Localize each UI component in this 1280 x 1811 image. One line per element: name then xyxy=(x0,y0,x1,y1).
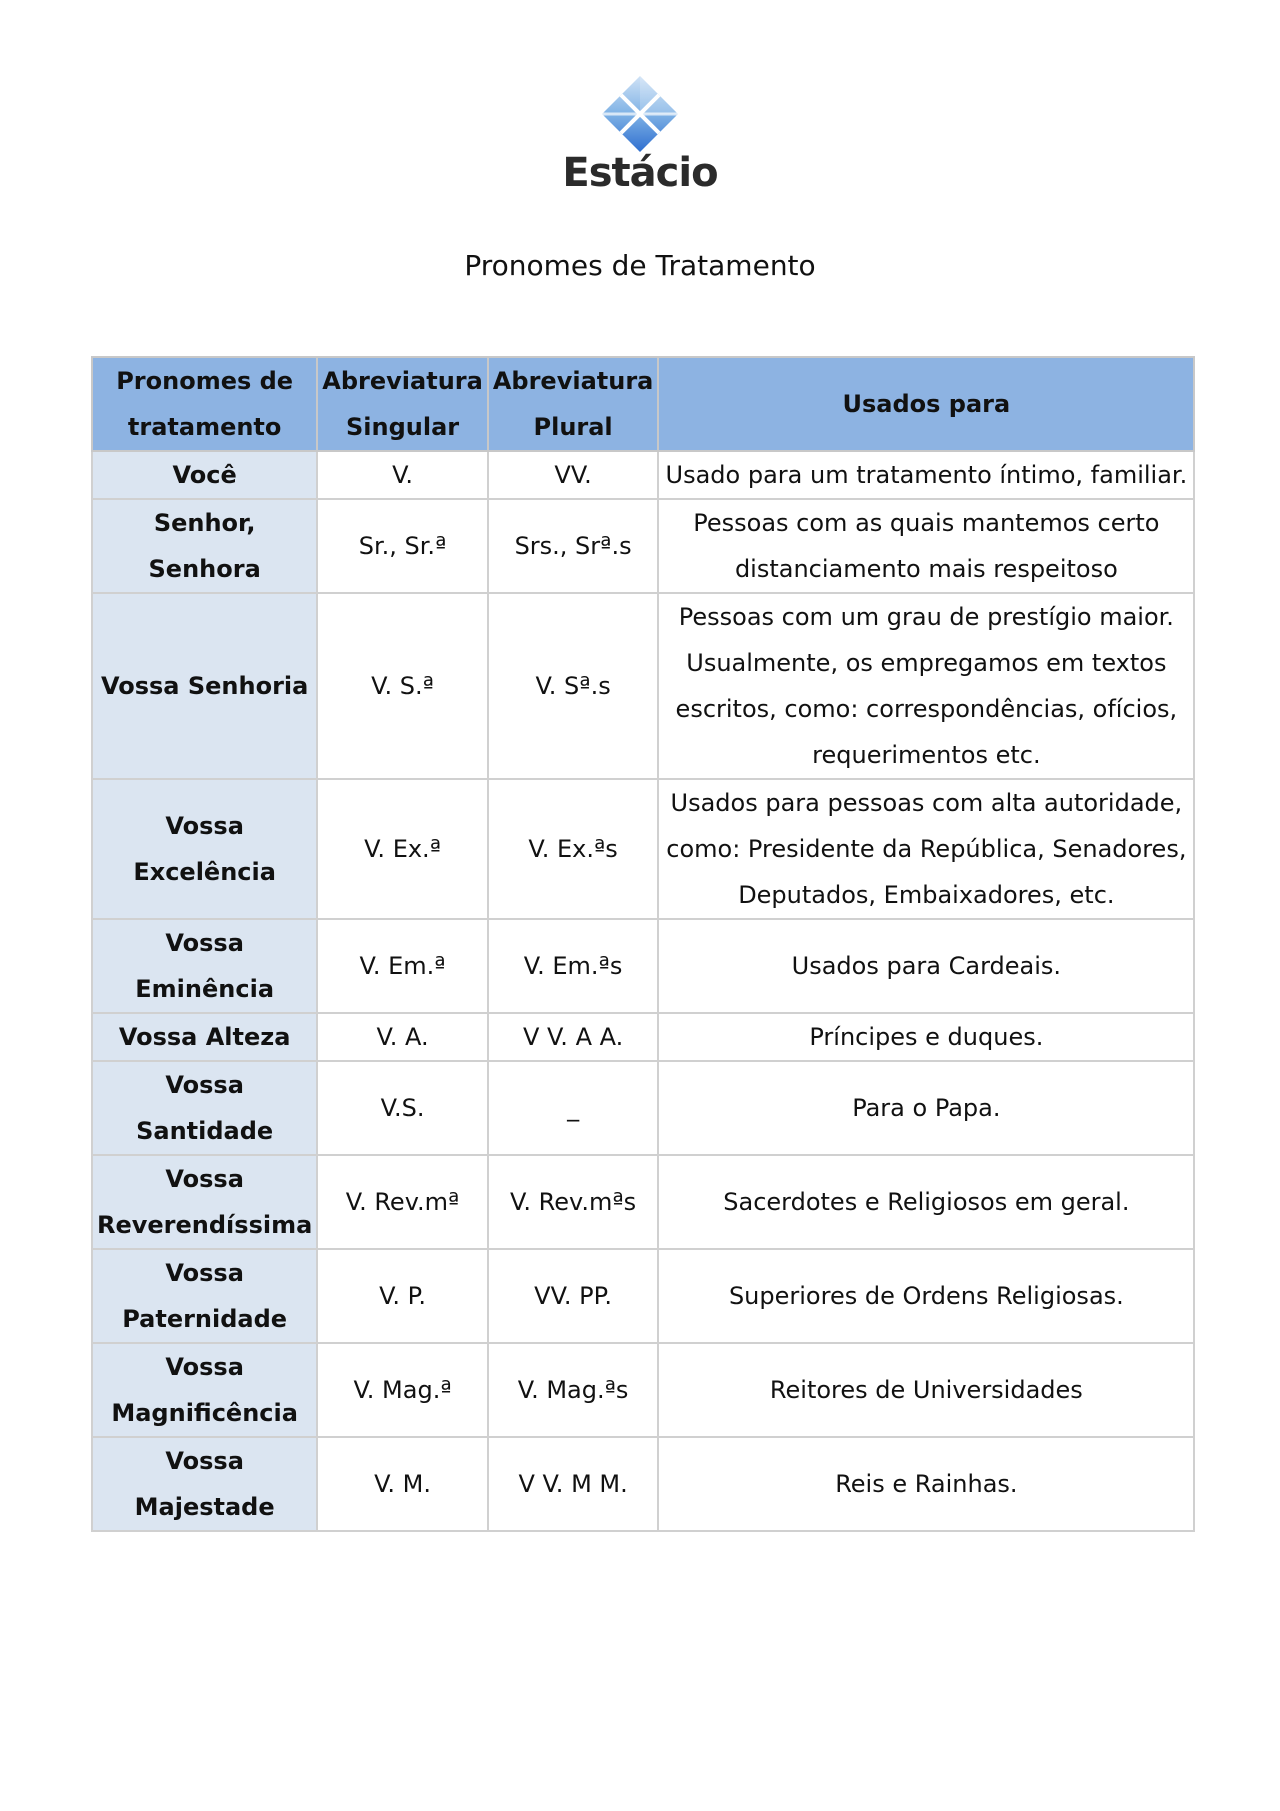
pronoun-line: Excelência xyxy=(133,858,276,886)
pronoun-cell xyxy=(92,1013,317,1061)
usage-line: requerimentos etc. xyxy=(812,741,1041,769)
singular-abbreviation-cell: V. Em.ª xyxy=(317,919,488,1013)
pronoun-cell xyxy=(92,919,317,1013)
singular-abbreviation-cell: V. Ex.ª xyxy=(317,779,488,919)
usage-cell xyxy=(658,1249,1194,1343)
usage-line: Usados para Cardeais. xyxy=(791,952,1062,980)
plural-abbreviation-cell: VV. PP. xyxy=(488,1249,659,1343)
pronoun-cell xyxy=(92,1249,317,1343)
usage-cell xyxy=(658,779,1194,919)
usage-line: Usualmente, os empregamos em textos xyxy=(686,649,1167,677)
header-usage: Usados para xyxy=(658,357,1194,451)
pronoun-line: Paternidade xyxy=(122,1305,288,1333)
singular-abbreviation-cell: Sr., Sr.ª xyxy=(317,499,488,593)
plural-abbreviation-cell: Srs., Srª.s xyxy=(488,499,659,593)
usage-cell xyxy=(658,1013,1194,1061)
usage-line: como: Presidente da República, Senadores, xyxy=(666,835,1187,863)
table-row xyxy=(92,1061,1194,1155)
usage-cell xyxy=(658,593,1194,779)
logo xyxy=(0,72,1280,196)
singular-abbreviation-cell: V.S. xyxy=(317,1061,488,1155)
singular-abbreviation-cell: V. Rev.mª xyxy=(317,1155,488,1249)
header-singular-line1: Abreviatura xyxy=(322,367,483,395)
table-row xyxy=(92,919,1194,1013)
plural-abbreviation-cell: _ xyxy=(488,1061,659,1155)
page-title: Pronomes de Tratamento xyxy=(464,249,816,282)
header-plural xyxy=(488,357,659,451)
table-row xyxy=(92,1249,1194,1343)
table-row xyxy=(92,1013,1194,1061)
pronoun-line: Vossa xyxy=(165,929,244,957)
pronoun-line: Vossa xyxy=(165,1165,244,1193)
usage-cell xyxy=(658,499,1194,593)
plural-abbreviation-cell: V. Rev.mªs xyxy=(488,1155,659,1249)
pronoun-line: Reverendíssima xyxy=(97,1211,313,1239)
usage-line: Pessoas com um grau de prestígio maior. xyxy=(678,603,1174,631)
usage-cell xyxy=(658,1437,1194,1531)
header-singular-line2: Singular xyxy=(346,413,460,441)
pronoun-line: Vossa Alteza xyxy=(118,1023,291,1051)
table-row xyxy=(92,1343,1194,1437)
pronoun-cell xyxy=(92,1343,317,1437)
singular-abbreviation-cell: V. S.ª xyxy=(317,593,488,779)
logo-wordmark: Estácio xyxy=(562,150,718,196)
usage-line: Superiores de Ordens Religiosas. xyxy=(728,1282,1124,1310)
treatment-table xyxy=(91,356,1195,1532)
singular-abbreviation-cell: V. Mag.ª xyxy=(317,1343,488,1437)
usage-cell xyxy=(658,1343,1194,1437)
usage-line: Sacerdotes e Religiosos em geral. xyxy=(723,1188,1130,1216)
plural-abbreviation-cell: V. Sª.s xyxy=(488,593,659,779)
pronoun-line: Senhora xyxy=(148,555,261,583)
pronoun-line: Senhor, xyxy=(153,509,256,537)
header-plural-line2: Plural xyxy=(533,413,613,441)
plural-abbreviation-cell: VV. xyxy=(488,451,659,499)
usage-line: Deputados, Embaixadores, etc. xyxy=(738,881,1115,909)
header-singular xyxy=(317,357,488,451)
usage-cell xyxy=(658,1061,1194,1155)
table-row xyxy=(92,499,1194,593)
pronoun-line: Vossa xyxy=(165,1447,244,1475)
usage-line: distanciamento mais respeitoso xyxy=(734,555,1118,583)
pronoun-line: Magnificência xyxy=(111,1399,298,1427)
pronoun-line: Eminência xyxy=(135,975,275,1003)
table-row xyxy=(92,779,1194,919)
plural-abbreviation-cell: V. Em.ªs xyxy=(488,919,659,1013)
pronoun-line: Vossa Senhoria xyxy=(100,672,309,700)
pronoun-line: Majestade xyxy=(134,1493,275,1521)
header-pronoun-line1: Pronomes de xyxy=(116,367,294,395)
usage-cell xyxy=(658,919,1194,1013)
pronoun-cell xyxy=(92,779,317,919)
usage-cell xyxy=(658,451,1194,499)
pronoun-cell xyxy=(92,499,317,593)
header-pronoun xyxy=(92,357,317,451)
pronoun-cell xyxy=(92,593,317,779)
usage-line: escritos, como: correspondências, ofícios, xyxy=(675,695,1178,723)
pronoun-line: Vossa xyxy=(165,1259,244,1287)
pronoun-line: Você xyxy=(172,461,237,489)
usage-line: Usado para um tratamento íntimo, familiar. xyxy=(665,461,1188,489)
usage-line: Pessoas com as quais mantemos certo xyxy=(693,509,1160,537)
table-row xyxy=(92,451,1194,499)
usage-line: Reitores de Universidades xyxy=(769,1376,1083,1404)
table-row xyxy=(92,593,1194,779)
table-row xyxy=(92,1155,1194,1249)
plural-abbreviation-cell: V V. M M. xyxy=(488,1437,659,1531)
usage-line: Príncipes e duques. xyxy=(809,1023,1044,1051)
pronoun-cell xyxy=(92,451,317,499)
header-pronoun-line2: tratamento xyxy=(127,413,282,441)
singular-abbreviation-cell: V. P. xyxy=(317,1249,488,1343)
table-row xyxy=(92,1437,1194,1531)
usage-cell xyxy=(658,1155,1194,1249)
plural-abbreviation-cell: V. Mag.ªs xyxy=(488,1343,659,1437)
pronoun-cell xyxy=(92,1155,317,1249)
usage-line: Reis e Rainhas. xyxy=(835,1470,1018,1498)
usage-line: Para o Papa. xyxy=(852,1094,1001,1122)
pronoun-cell xyxy=(92,1437,317,1531)
singular-abbreviation-cell: V. M. xyxy=(317,1437,488,1531)
pronoun-line: Vossa xyxy=(165,1353,244,1381)
table-header-row xyxy=(92,357,1194,451)
estacio-logo-icon xyxy=(598,72,682,156)
header-plural-line1: Abreviatura xyxy=(492,367,654,395)
plural-abbreviation-cell: V V. A A. xyxy=(488,1013,659,1061)
singular-abbreviation-cell: V. xyxy=(317,451,488,499)
singular-abbreviation-cell: V. A. xyxy=(317,1013,488,1061)
pronoun-line: Vossa Santidade xyxy=(136,1071,274,1145)
pronoun-line: Vossa xyxy=(165,812,244,840)
pronoun-cell xyxy=(92,1061,317,1155)
usage-line: Usados para pessoas com alta autoridade, xyxy=(670,789,1183,817)
plural-abbreviation-cell: V. Ex.ªs xyxy=(488,779,659,919)
